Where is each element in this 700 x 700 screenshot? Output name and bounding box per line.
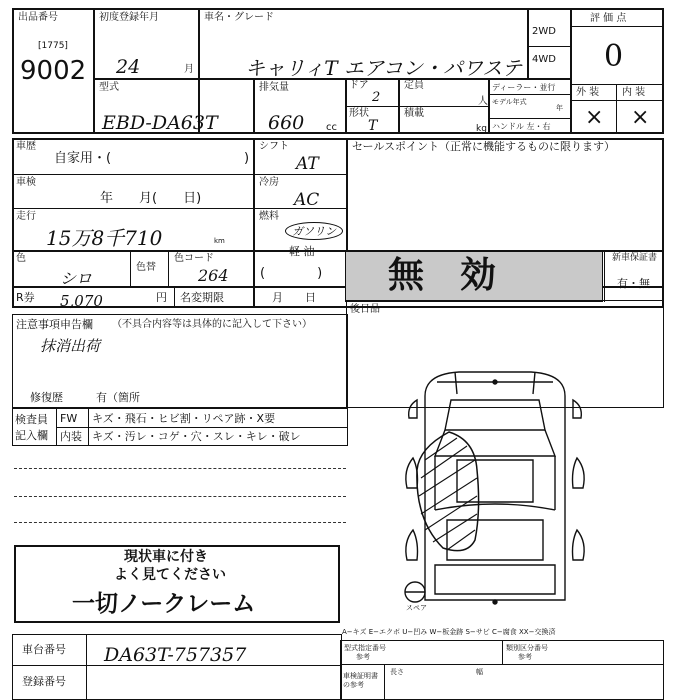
notes-value: 抹消出荷 xyxy=(40,337,101,355)
shape-value: T xyxy=(368,118,378,134)
interior-row-text: キズ・汚レ・コゲ・穴・スレ・キレ・破レ xyxy=(92,430,301,443)
rear-seat-label: 後日品 xyxy=(350,304,380,315)
color-code-value: 264 xyxy=(198,266,229,285)
drive-4wd: 4WD xyxy=(532,54,556,65)
name-change-value: 月 日 xyxy=(272,291,316,304)
selling-points-label: セールスポイント（正常に機能するものに限ります） xyxy=(352,140,616,153)
fuel-paren: ( ) xyxy=(260,266,323,281)
history-label: 車歴 xyxy=(16,141,36,152)
color-value: シロ xyxy=(60,269,93,288)
color-label: 色 xyxy=(16,253,26,264)
inspection-label: 車検 xyxy=(16,177,36,188)
lot-number: 9002 xyxy=(20,56,87,86)
color-change-label: 色替 xyxy=(136,262,156,273)
year-unit: 年 xyxy=(556,104,563,112)
model-value: EBD-DA63T xyxy=(102,112,218,134)
exterior-label: 外 装 xyxy=(576,87,600,98)
reg-label: 登録番号 xyxy=(22,675,66,688)
spare-label: スペア xyxy=(406,604,427,612)
load-label: 積載 xyxy=(404,108,424,119)
car-name-value: キャリィT エアコン・パワステ xyxy=(245,56,522,80)
inspection-value: 年 月( 日) xyxy=(100,191,202,206)
model-year-label: モデル年式 xyxy=(492,98,527,106)
lot-prefix: [1775] xyxy=(38,41,68,51)
yen-unit: 円 xyxy=(156,291,167,304)
first-reg-year: 24 xyxy=(116,56,141,78)
recycle-value: 5,070 xyxy=(60,292,103,310)
fuel-label: 燃料 xyxy=(259,211,279,222)
fw-label: FW xyxy=(60,412,78,425)
inspector-label: 検査員記入欄 xyxy=(15,413,48,442)
shape-label: 形状 xyxy=(349,108,369,119)
door-value: 2 xyxy=(372,90,381,105)
kg-unit: kg xyxy=(476,124,487,134)
displacement-label: 排気量 xyxy=(259,82,289,93)
void-stamp: 無 効 xyxy=(388,255,497,296)
ac-value: AC xyxy=(294,190,320,210)
type-cert-ref: 参考 xyxy=(356,653,370,661)
repair-label: 修復歴 xyxy=(30,391,63,404)
width-label: 幅 xyxy=(476,668,483,676)
repair-value: 有（箇所 xyxy=(96,391,140,404)
history-close: ) xyxy=(244,151,250,166)
notice-line3: 一切ノークレーム xyxy=(72,591,256,617)
interior-mark: × xyxy=(631,105,650,130)
notes-label: 注意事項申告欄 xyxy=(16,318,93,331)
mileage-label: 走行 xyxy=(16,211,36,222)
shift-value: AT xyxy=(296,154,319,174)
ac-label: 冷房 xyxy=(259,177,279,188)
grade-label: 評 価 点 xyxy=(590,13,627,24)
category-ref: 参考 xyxy=(518,653,532,661)
km-unit: km xyxy=(214,237,225,245)
name-change-label: 名変期限 xyxy=(180,291,224,304)
exterior-mark: × xyxy=(585,105,604,130)
type-cert-label: 型式指定番号 xyxy=(344,644,386,652)
fw-text: キズ・飛石・ヒビ割・リペア跡・X要 xyxy=(92,412,276,425)
cert-label: 車検証明書の参考 xyxy=(343,672,378,689)
chassis-label: 車台番号 xyxy=(22,643,66,656)
color-code-label: 色コード xyxy=(174,253,214,264)
drive-2wd: 2WD xyxy=(532,26,556,37)
fuel-value: ガソリン xyxy=(285,222,343,240)
notice-line1: 現状車に付き xyxy=(124,549,208,565)
first-reg-label: 初度登録年月 xyxy=(99,12,159,23)
interior-row-label: 内装 xyxy=(60,430,82,443)
shift-label: シフト xyxy=(259,141,289,152)
warranty-label: 新車保証書 xyxy=(612,253,658,263)
notes-hint: （不具合内容等は具体的に記入して下さい） xyxy=(112,319,312,330)
history-value: 自家用・( xyxy=(54,151,112,166)
notice-line2: よく見てください xyxy=(114,567,226,583)
interior-label: 内 装 xyxy=(622,87,646,98)
car-name-label: 車名・グレード xyxy=(204,12,274,23)
warranty-value: 有・無 xyxy=(617,277,650,290)
mileage-value: 15万8千710 xyxy=(46,226,163,250)
cc-unit: cc xyxy=(326,122,337,133)
capacity-label: 定員 xyxy=(404,80,424,91)
person-unit: 人 xyxy=(478,96,488,107)
chassis-value: DA63T-757357 xyxy=(104,644,247,666)
grade-value: 0 xyxy=(604,39,624,74)
door-label: ドア xyxy=(349,80,369,91)
handle-label: ハンドル 左・右 xyxy=(492,122,551,131)
month-unit: 月 xyxy=(184,64,194,75)
legend: A−キズ E−エクボ U−凹み W−板金跡 S−サビ C−腐食 XX−交換済 xyxy=(342,628,556,636)
model-label: 型式 xyxy=(99,82,119,93)
car-diagram xyxy=(395,360,595,615)
recycle-label: R券 xyxy=(16,291,35,304)
lot-label: 出品番号 xyxy=(18,12,58,23)
displacement-value: 660 xyxy=(268,112,305,134)
category-label: 類別区分番号 xyxy=(506,644,548,652)
length-label: 長さ xyxy=(390,668,404,676)
diesel-label: 軽 油 xyxy=(289,245,315,258)
dealer-label: ディーラー・並行 xyxy=(492,83,556,92)
